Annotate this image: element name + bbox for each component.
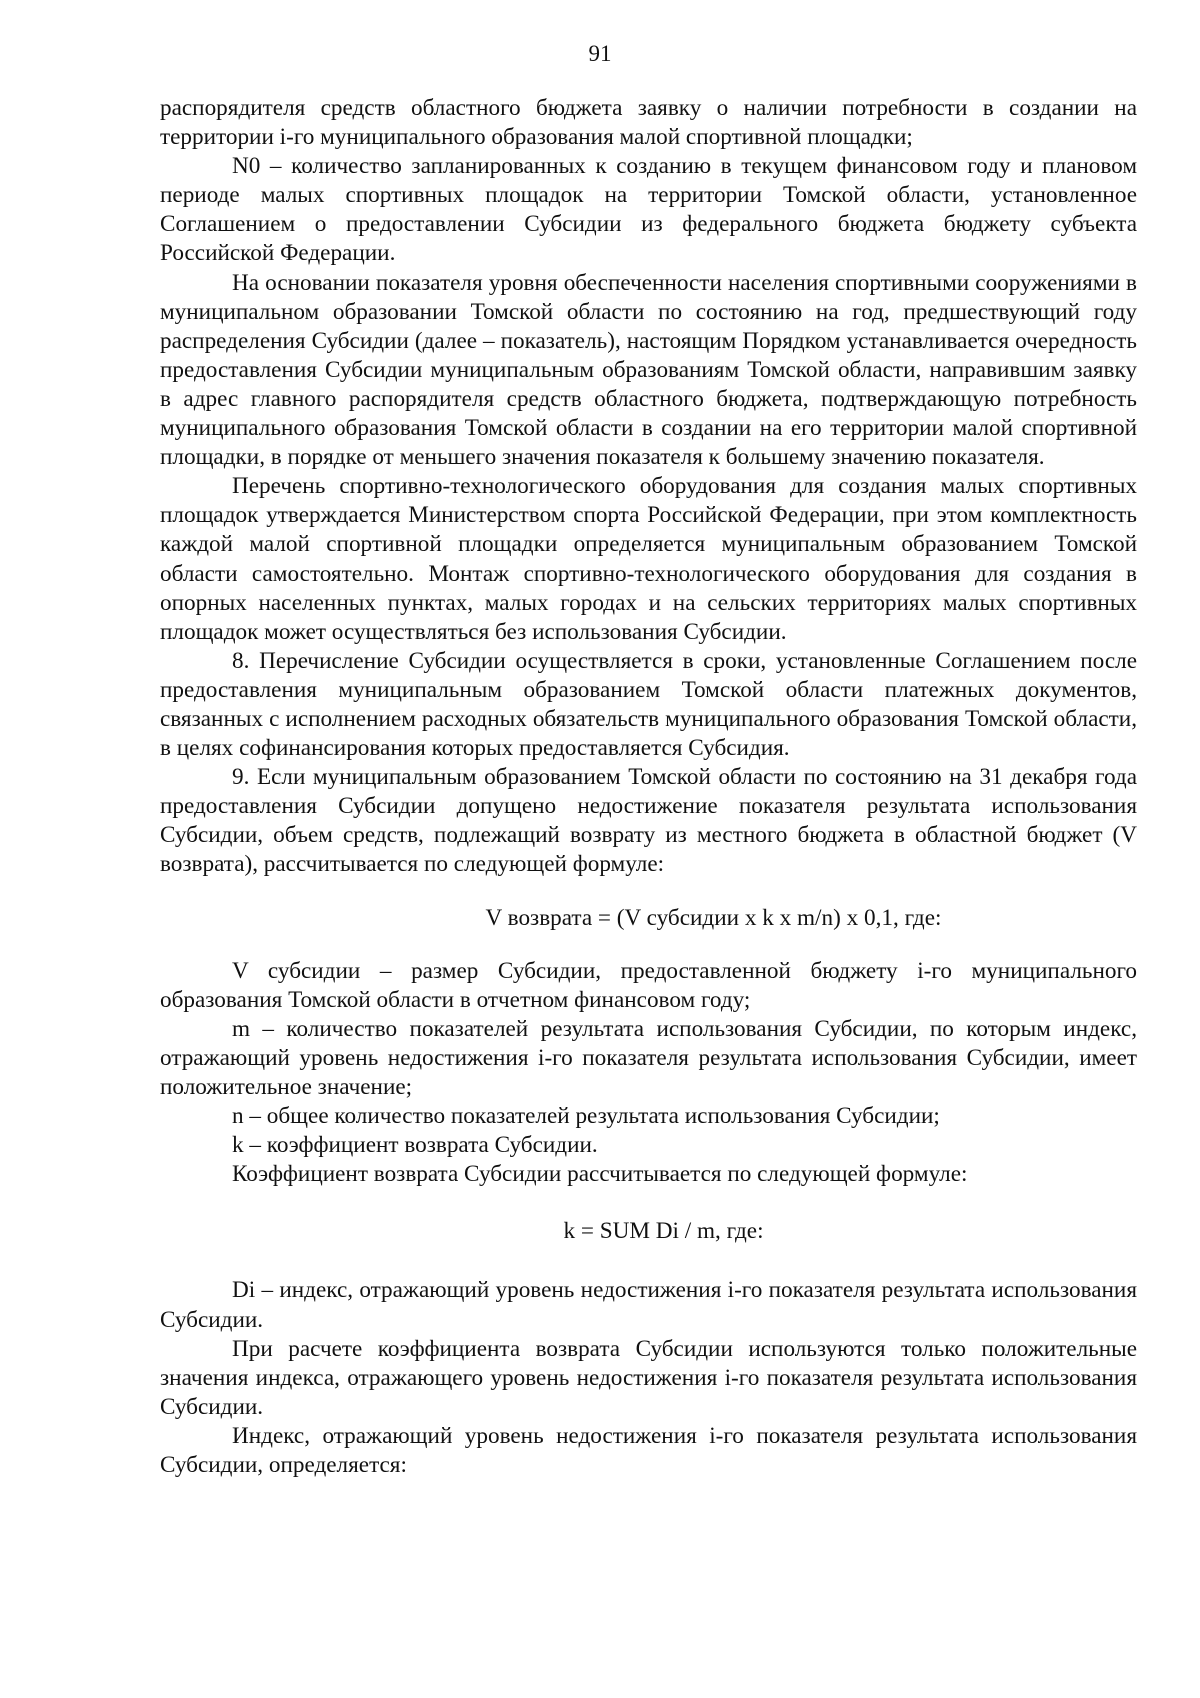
- paragraph-k-definition: k – коэффициент возврата Субсидии.: [232, 1132, 598, 1159]
- formula-refund-coefficient: k = SUM Di / m, где:: [563, 1218, 764, 1245]
- paragraph-n0-definition: N0 – количество запланированных к созданию в текущем финансовом году и плановом периоде малых спортивных площадок на территории Томской области, установленное Соглашением о предоставлении Субсидии из федерального бюджета бюджету субъекта Российской Федерации.: [160, 153, 1137, 267]
- paragraph-positive-values: При расчете коэффициента возврата Субсидии используются только положительные значения индекса, отражающего уровень недостижения i-го показателя результата использования Субсидии.: [160, 1335, 1137, 1420]
- paragraph-coefficient-intro: Коэффициент возврата Субсидии рассчитывается по следующей формуле:: [232, 1161, 968, 1188]
- document-body: [160, 94, 1137, 1480]
- paragraph-di-definition: Di – индекс, отражающий уровень недостижения i-го показателя результата использования Субсидии.: [160, 1277, 1137, 1333]
- paragraph-m-definition: m – количество показателей результата использования Субсидии, по которым индекс, отражающий уровень недостижения i-го показателя результата использования Субсидии, имеет положительное значение;: [160, 1015, 1137, 1100]
- paragraph-n-definition: n – общее количество показателей результата использования Субсидии;: [232, 1103, 940, 1130]
- page-number: 91: [588, 41, 612, 66]
- paragraph-index-definition: Индекс, отражающий уровень недостижения i-го показателя результата использования Субсидии, определяется:: [160, 1422, 1137, 1479]
- paragraph-clause-9: 9. Если муниципальным образованием Томской области по состоянию на 31 декабря года предоставления Субсидии допущено недостижение показателя результата использования Субсидии, объем средств, подлежащий возврату из местного бюджета в областной бюджет (V возврата), рассчитывается по следующей формуле:: [160, 764, 1137, 878]
- formula-refund-volume: V возврата = (V субсидии x k x m/n) x 0,1, где:: [485, 904, 942, 931]
- paragraph-priority-order: На основании показателя уровня обеспеченности населения спортивными сооружениями в муниципальном образовании Томской области по состоянию на год, предшествующий году распределения Субсидии (далее – показатель), настоящим Порядком устанавливается очередность предоставления Субсидии муниципальным образованиям Томской области, направившим заявку в адрес главного распорядителя средств областного бюджета, подтверждающую потребность муниципального образования Томской области в создании на его территории малой спортивной площадки, в порядке от меньшего значения показателя к большему значению показателя.: [160, 269, 1137, 471]
- paragraph-v-subsidy-definition: V субсидии – размер Субсидии, предоставленной бюджету i-го муниципального образования Томской области в отчетном финансовом году;: [160, 957, 1137, 1013]
- paragraph-clause-8: 8. Перечисление Субсидии осуществляется в сроки, установленные Соглашением после предоставления муниципальным образованием Томской области платежных документов, связанных с исполнением расходных обязательств муниципального образования Томской области, в целях софинансирования которых предоставляется Субсидия.: [160, 647, 1137, 762]
- paragraph-equipment-list: Перечень спортивно-технологического оборудования для создания малых спортивных площадок утверждается Министерством спорта Российской Федерации, при этом комплектность каждой малой спортивной площадки определяется муниципальным образованием Томской области самостоятельно. Монтаж спортивно-технологического оборудования для создания в опорных населенных пунктах, малых городах и на сельских территориях малых спортивных площадок может осуществляться без использования Субсидии.: [160, 473, 1137, 645]
- paragraph-continuation: распорядителя средств областного бюджета заявку о наличии потребности в создании на территории i-го муниципального образования малой спортивной площадки;: [160, 95, 1137, 151]
